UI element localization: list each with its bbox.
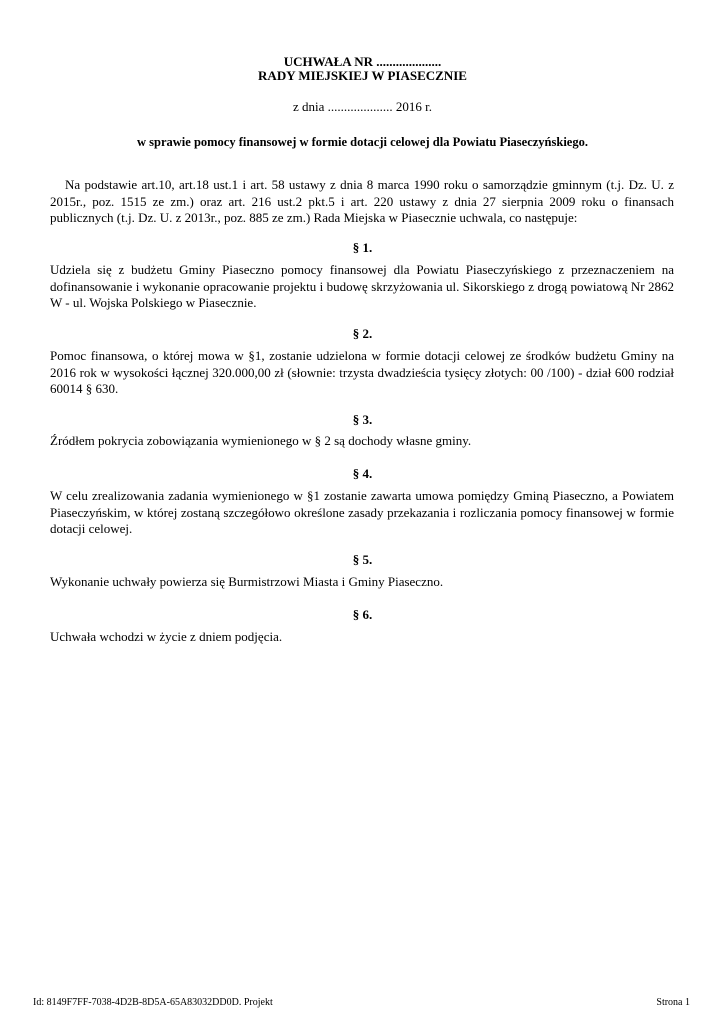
- resolution-subject: w sprawie pomocy finansowej w formie dotacji celowej dla Powiatu Piaseczyńskiego.: [137, 135, 588, 149]
- resolution-number: UCHWAŁA NR ....................: [283, 54, 442, 69]
- section-1-text: Udziela się z budżetu Gminy Piaseczno pomocy finansowej dla Powiatu Piaseczyńskiego z przeznaczeniem na dofinansowanie i wykonanie opracowanie projektu i budowę skrzyżowania ul. Sikorskiego z drogą powiatową Nr 2862 W - ul. Wojska Polskiego w Piasecznie.: [50, 262, 674, 310]
- section-4-text: W celu zrealizowania zadania wymienionego w §1 zostanie zawarta umowa pomiędzy Gminą Piaseczno, a Powiatem Piaseczyńskim, w której zostaną szczegółowo określone zasady przekazania i rozliczania pomocy finansowej w formie dotacji celowej.: [50, 488, 674, 536]
- section-2-heading: § 2.: [352, 326, 373, 341]
- section-4-heading: § 4.: [352, 466, 373, 481]
- resolution-date: z dnia .................... 2016 r.: [292, 99, 432, 114]
- section-2-text: Pomoc finansowa, o której mowa w §1, zostanie udzielona w formie dotacji celowej ze środków budżetu Gminy na 2016 rok w wysokości łącznej 320.000,00 zł (słownie: trzysta dwadzieścia tysięcy złotych: 00 /100) - dział 600 rodział 60014 § 630.: [50, 348, 674, 396]
- document-id: Id: 8149F7FF-7038-4D2B-8D5A-65A83032DD0D. Projekt: [33, 997, 273, 1008]
- section-5-heading: § 5.: [352, 552, 373, 567]
- section-5-text: Wykonanie uchwały powierza się Burmistrzowi Miasta i Gminy Piaseczno.: [50, 574, 444, 589]
- section-6-text: Uchwała wchodzi w życie z dniem podjęcia.: [50, 629, 283, 644]
- section-6-heading: § 6.: [352, 607, 373, 622]
- preamble: Na podstawie art.10, art.18 ust.1 i art. 58 ustawy z dnia 8 marca 1990 roku o samorządzie gminnym (t.j. Dz. U. z 2015r., poz. 1515 ze zm.) oraz art. 216 ust.2 pkt.5 i art. 220 ustawy z dnia 27 sierpnia 2009 roku o finansach publicznych (t.j. Dz. U. z 2013r., poz. 885 ze zm.) Rada Miejska w Piasecznie uchwala, co następuje:: [50, 177, 674, 225]
- section-1-heading: § 1.: [352, 240, 373, 255]
- section-3-heading: § 3.: [352, 412, 373, 427]
- council-name: RADY MIEJSKIEJ W PIASECZNIE: [258, 68, 467, 83]
- page-number: Strona 1: [656, 997, 690, 1008]
- section-3-text: Źródłem pokrycia zobowiązania wymienionego w § 2 są dochody własne gminy.: [50, 433, 472, 448]
